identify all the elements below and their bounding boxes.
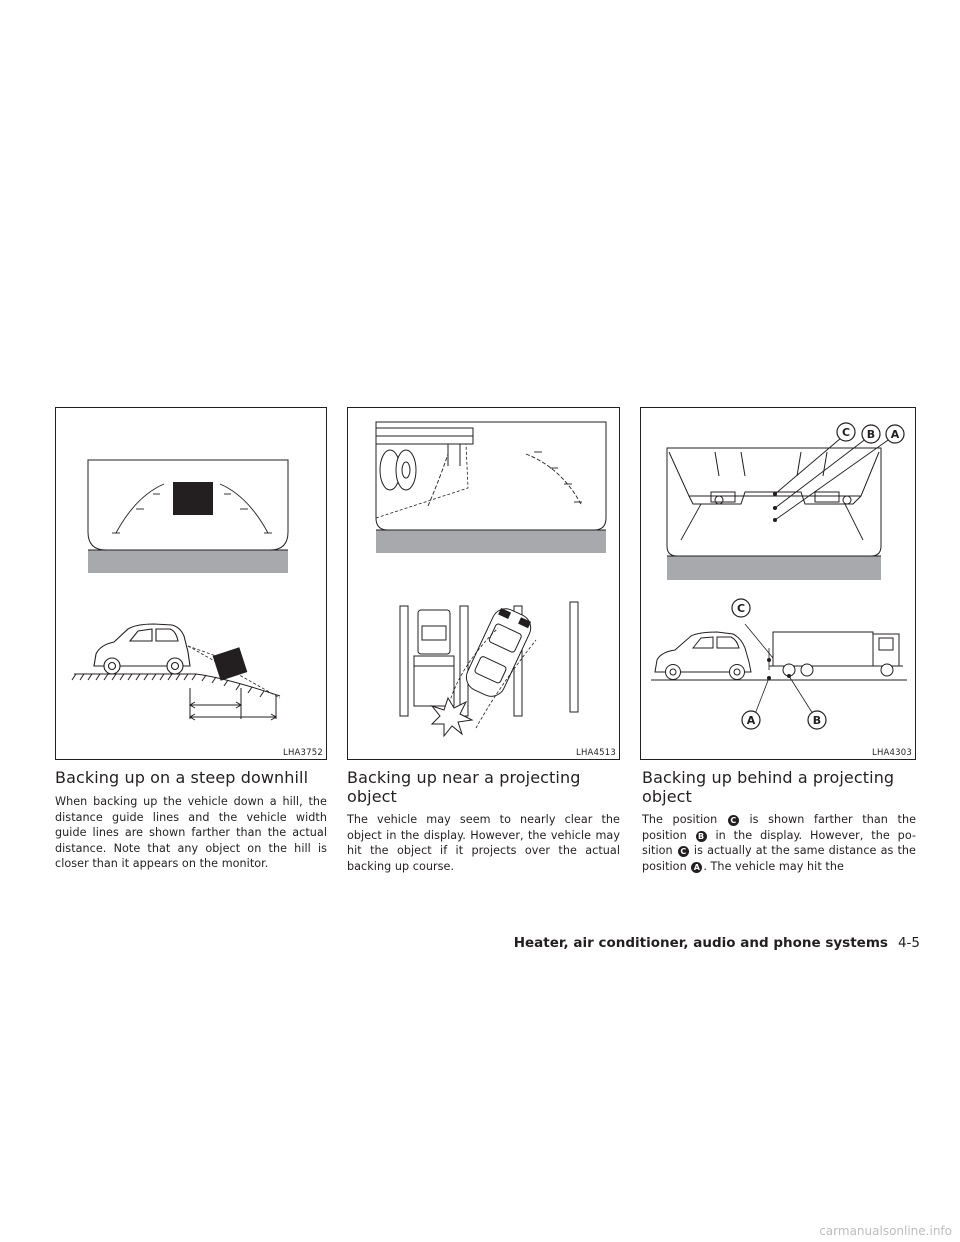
ground [72, 674, 280, 697]
figure-behind-projecting-object [640, 407, 916, 760]
label-b-top: B [866, 428, 876, 441]
backing-car [462, 604, 535, 701]
projecting-object-illustration [348, 408, 619, 758]
marker-a-icon: A [691, 862, 702, 873]
figure-code: LHA4303 [872, 748, 912, 758]
truck-side [769, 632, 903, 676]
behind-projecting-illustration [641, 408, 915, 758]
figure-code: LHA4513 [576, 748, 616, 758]
section-body-projecting-object: The vehicle may seem to nearly clear the object in the display. However, the vehicle may hit the object if it projects over the actual backing up course. [347, 813, 620, 873]
body-text-5: . The vehicle may hit the [703, 859, 844, 873]
steep-downhill-illustration [56, 408, 326, 758]
watermark: carmanualsonline.info [819, 1224, 952, 1238]
figure-projecting-object [347, 407, 620, 760]
section-title-behind-projecting: Backing up behind a projecting object [642, 768, 895, 806]
section-body-steep-downhill: When backing up the vehicle down a hill, the distance guide lines and the vehicle width guide lines are shown farther than the actual distance. Note that any object on the hill is closer than it appears on the monitor. [55, 795, 327, 871]
section-body-behind-projecting [642, 812, 916, 874]
figure-code: LHA3752 [283, 748, 323, 758]
object-on-display [173, 482, 213, 515]
parked-truck [414, 610, 454, 706]
marker-b-icon: B [696, 831, 707, 842]
car-side [655, 632, 751, 680]
section-title-steep-downhill: Backing up on a steep downhill [55, 768, 309, 787]
marker-c-icon: C [678, 846, 689, 857]
object-on-hill [213, 647, 248, 680]
label-b-side: B [812, 714, 822, 727]
body-text-3: in the display. However, the po-sition [642, 828, 917, 858]
page-number: 4-5 [897, 935, 920, 951]
label-a-side: A [746, 714, 756, 727]
body-text-2: is shown farther than the position [642, 813, 917, 842]
chapter-title: Heater, air conditioner, audio and phone systems [513, 935, 888, 951]
section-title-projecting-object: Backing up near a projecting object [347, 768, 581, 806]
car-on-hill [94, 624, 190, 674]
marker-c-icon: C [728, 815, 739, 826]
body-text-1: The position [642, 813, 718, 826]
figure-steep-downhill [55, 407, 327, 760]
body-text-4: is actually at the same distance as the position [642, 844, 916, 873]
label-a-top: A [890, 428, 900, 441]
label-c-side: C [736, 602, 746, 615]
page-footer [514, 935, 920, 951]
label-c-top: C [841, 426, 851, 439]
